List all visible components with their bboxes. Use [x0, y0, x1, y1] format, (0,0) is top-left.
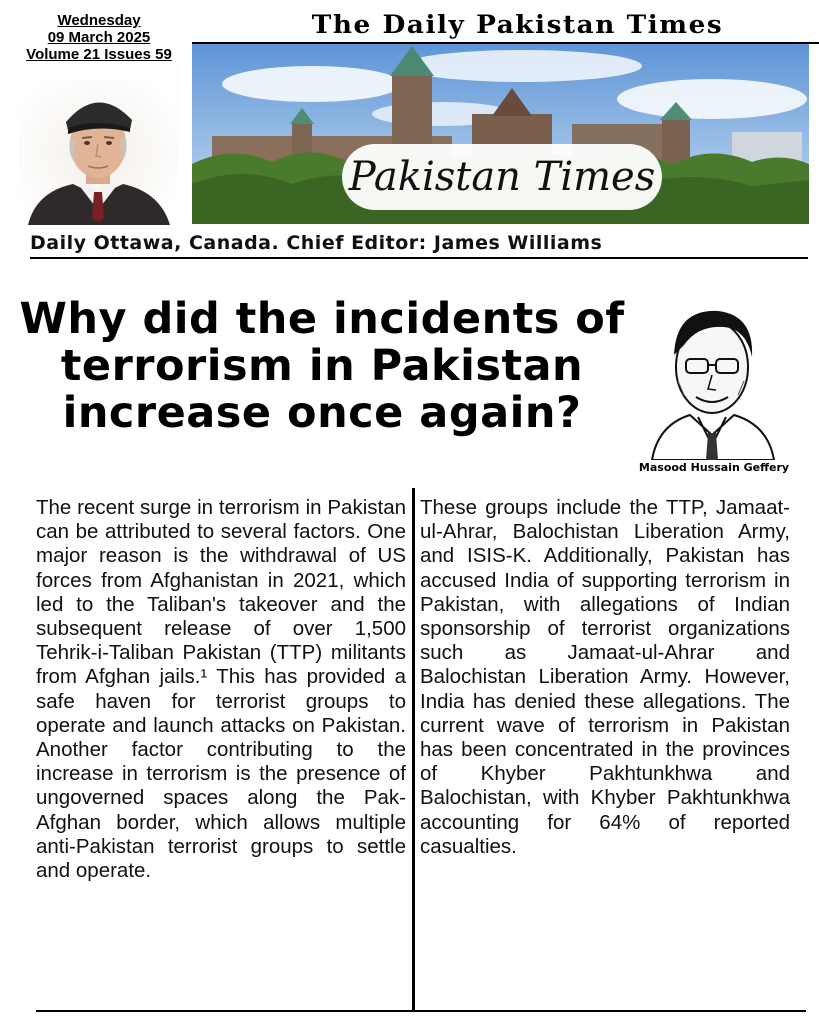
newspaper-name: The Daily Pakistan Times	[192, 10, 819, 44]
editor-line: Daily Ottawa, Canada. Chief Editor: James Williams	[30, 232, 808, 259]
masthead-banner	[192, 44, 809, 224]
issue-info	[8, 12, 190, 63]
issue-volume: Volume 21 Issues 59	[26, 46, 172, 63]
issue-date: 09 March 2025	[47, 29, 151, 46]
article-column-left: The recent surge in terrorism in Pakistan can be attributed to several factors. One major reason is the withdrawal of US forces from Afghanistan in 2021, which led to the Taliban's takeover and the subsequent release of over 1,500 Tehrik-i-Taliban Pakistan (TTP) militants from Afghan jails.¹ This has provided a safe haven for terrorist groups to operate and launch attacks on Pakistan. Another factor contributing to the increase in terrorism is the presence of ungoverned spaces along the Pak-Afghan border, which allows multiple anti-Pakistan terrorist groups to settle and operate.	[36, 496, 406, 883]
author-portrait	[628, 285, 796, 481]
column-divider	[412, 488, 415, 1011]
founder-portrait	[18, 80, 178, 225]
bottom-rule	[36, 1010, 806, 1012]
issue-day: Wednesday	[57, 12, 141, 29]
banner-title: Pakistan Times	[342, 144, 662, 210]
article-column-right: These groups include the TTP, Jamaat-ul-Ahrar, Balochistan Liberation Army, and ISIS-K. Additionally, Pakistan has accused India of supporting terrorism in Pakistan, with allegations of Indian sponsorship of terrorist organizations such as Jamaat-ul-Ahrar and Balochistan Liberation Army. However, India has denied these allegations. The current wave of terrorism in Pakistan has been concentrated in the provinces of Khyber Pakhtunkhwa and Balochistan, with Khyber Pakhtunkhwa accounting for 64% of reported casualties.	[420, 496, 790, 858]
author-name: Masood Hussain Geffery	[638, 461, 790, 474]
article-headline: Why did the incidents of terrorism in Pakistan increase once again?	[19, 294, 625, 438]
